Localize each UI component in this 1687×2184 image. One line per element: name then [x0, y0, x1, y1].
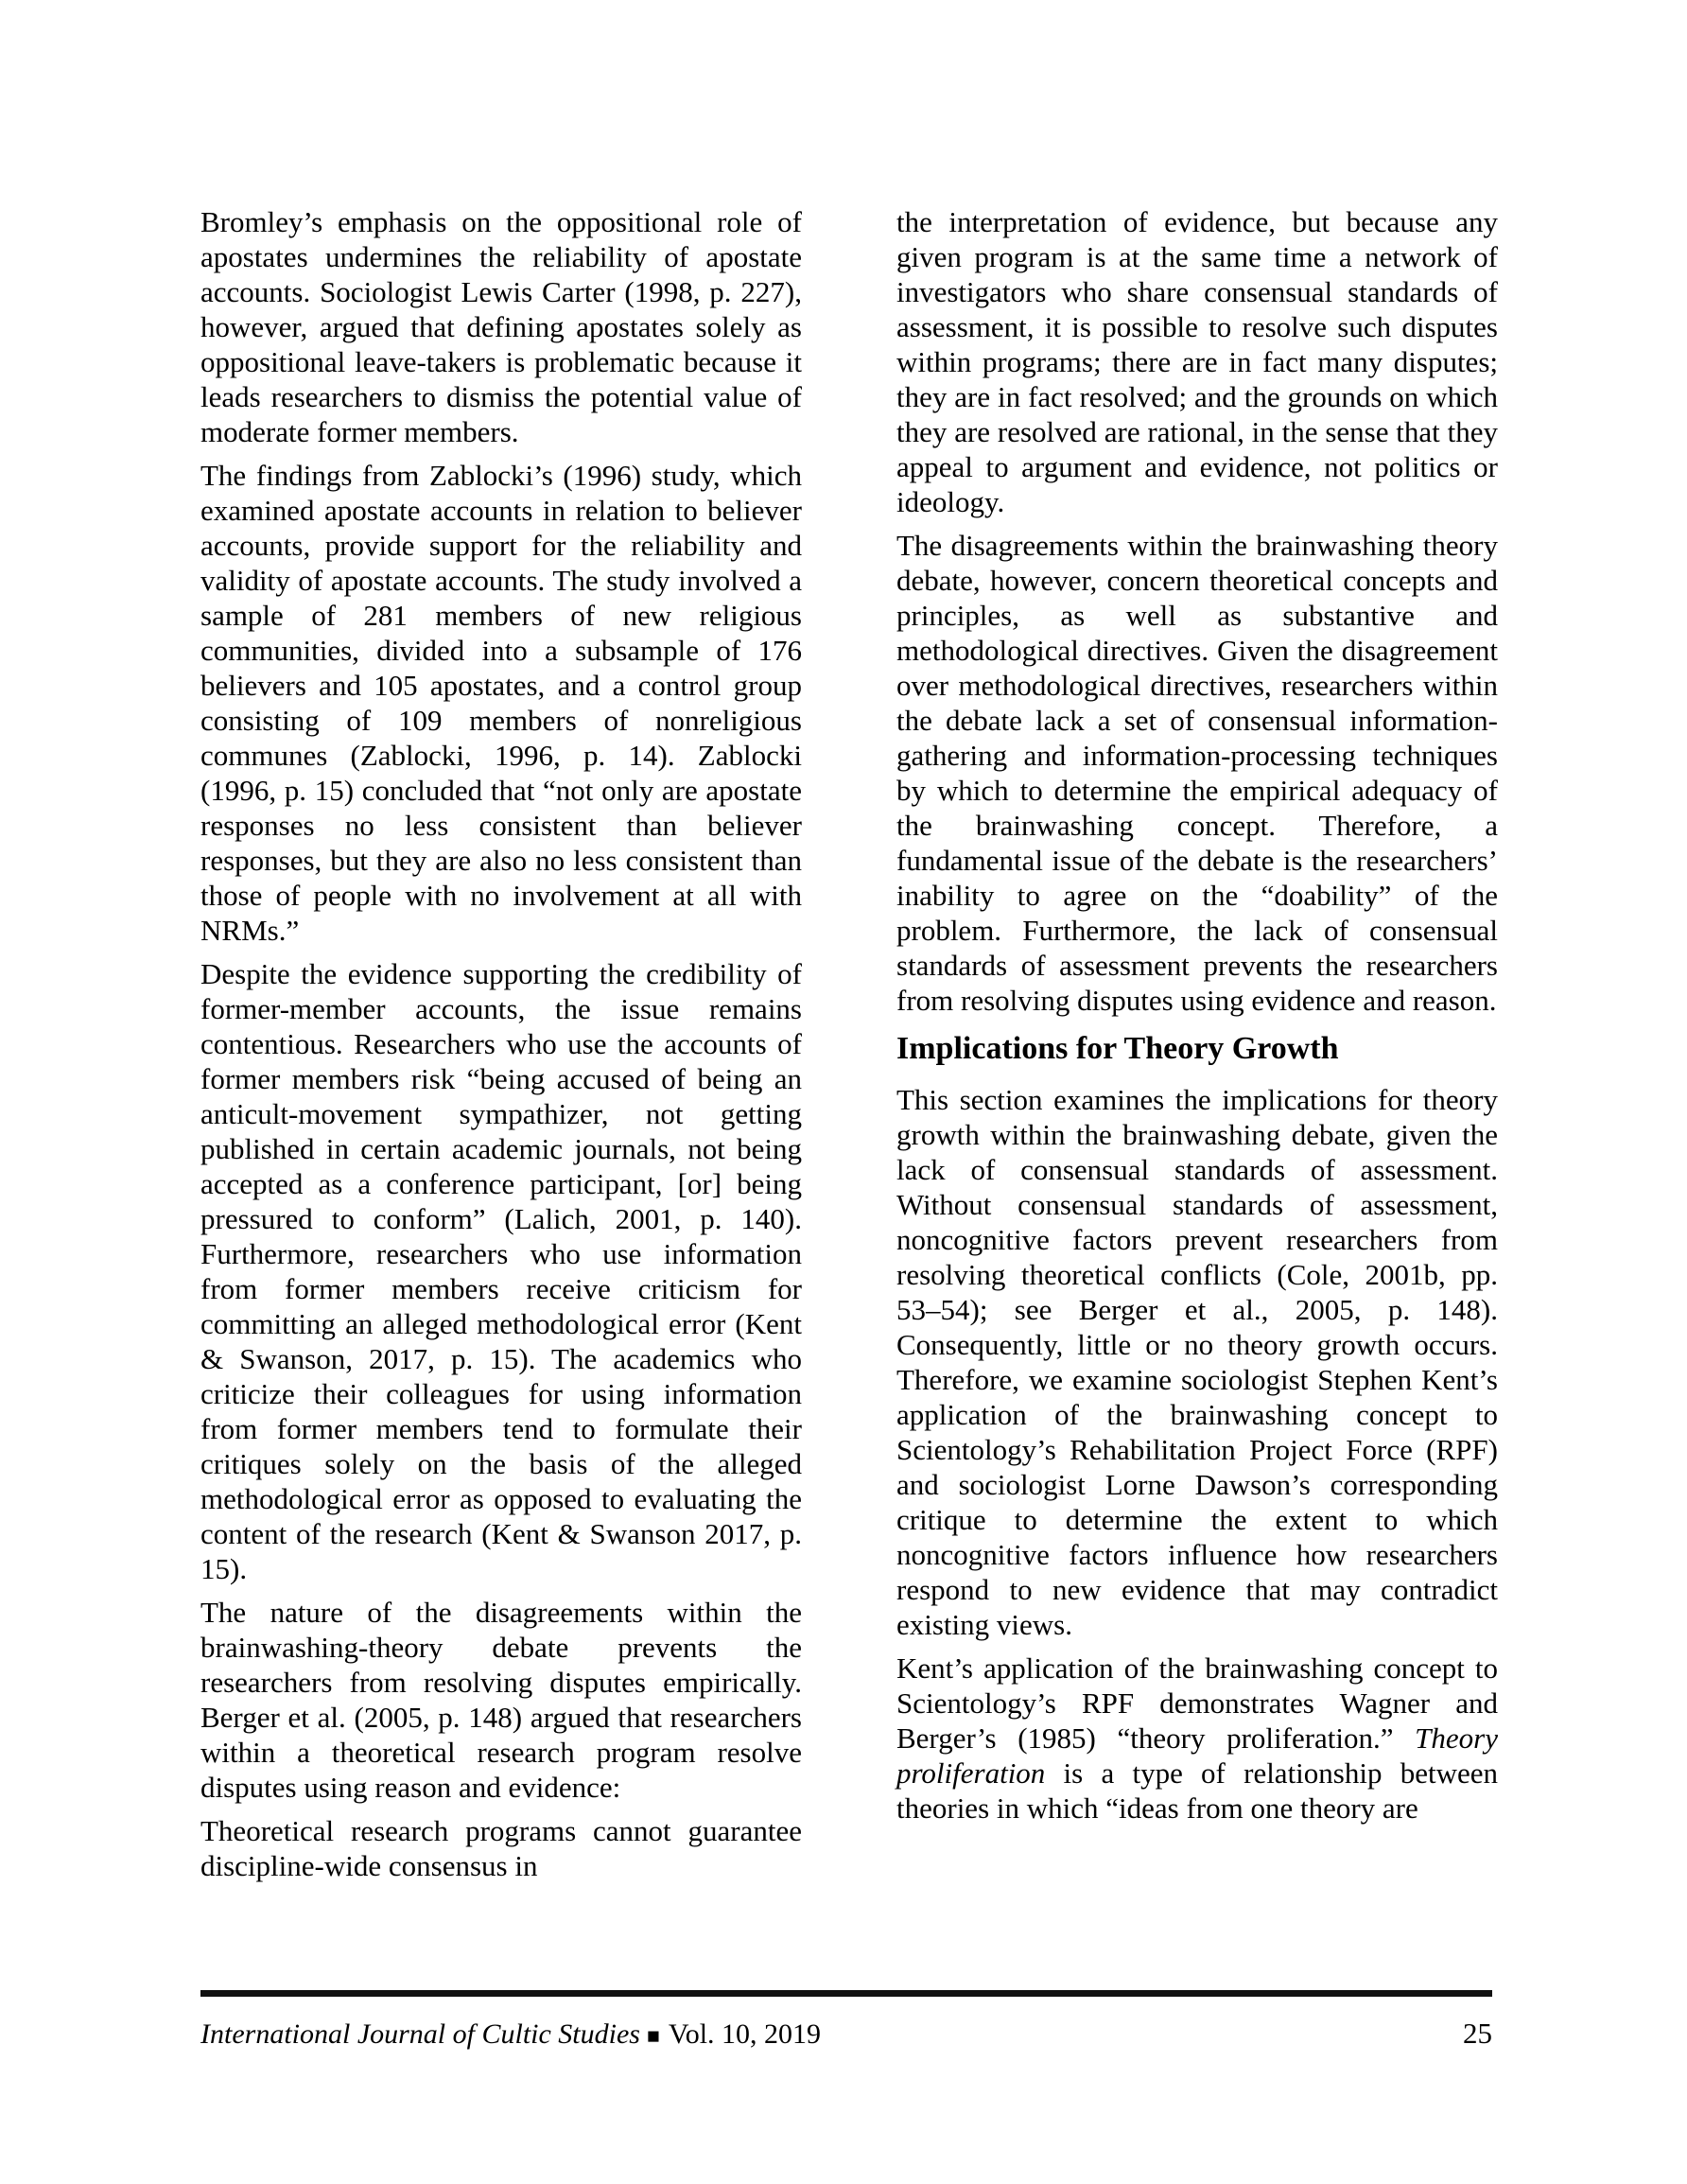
section-heading: Implications for Theory Growth — [896, 1031, 1339, 1066]
block-quote-continuation: the interpretation of evidence, but because any given program is at the same time a network of investigators who share consensual standards of assessment, it is possible to resolve such disputes within programs; there are in fact many disputes; they are in fact resolved; and the grounds on which they are resolved are rational, in the sense that they appeal to argument and evidence, not politics or ideology. — [896, 205, 1498, 518]
paragraph-disagreements: The disagreements within the brainwashing theory debate, however, concern theoretical concepts and principles, as well as substantive and methodological directives. Given the disagreement over methodological directives, researchers within the debate lack a set of consensual information-gathering and information-processing techniques by which to determine the empirical adequacy of the brainwashing concept. Therefore, a fundamental issue of the debate is the researchers’ inability to agree on the “doability” of the problem. Furthermore, the lack of consensual standards of assessment prevents the researchers from resolving disputes using evidence and reason. — [896, 529, 1498, 1017]
footer-row — [200, 2017, 1492, 2051]
right-column — [896, 204, 1498, 1892]
block-quote-start: Theoretical research programs cannot guarantee discipline-wide consensus in — [200, 1814, 802, 1882]
volume-info: Vol. 10, 2019 — [668, 2018, 822, 2050]
text-run: Kent’s application of the brainwashing concept to Scientology’s RPF demonstrates Wagner and Berger’s (1985) “theory proliferation.” — [896, 1651, 1498, 1755]
paragraph-implications: This section examines the implications for theory growth within the brainwashing debate, given the lack of consensual standards of assessment. Without consensual standards of assessment, noncognitive factors prevent researchers from resolving theoretical conflicts (Cole, 2001b, pp. 53–54); see Berger et al., 2005, p. 148). Consequently, little or no theory growth occurs. Therefore, we examine sociologist Stephen Kent’s application of the brainwashing concept to Scientology’s Rehabilitation Project Force (RPF) and sociologist Lorne Dawson’s corresponding critique to determine the extent to which noncognitive factors influence how researchers respond to new evidence that may contradict existing views. — [896, 1083, 1498, 1641]
paragraph-zablocki-findings: The findings from Zablocki’s (1996) study, which examined apostate accounts in relation to believer accounts, provide support for the reliability and validity of apostate accounts. The study involved a sample of 281 members of new religious communities, divided into a subsample of 176 believers and 105 apostates, and a control group consisting of 109 members of nonreligious communes (Zablocki, 1996, p. 14). Zablocki (1996, p. 15) concluded that “not only are apostate responses no less consistent than believer responses, but they are also no less consistent than those of people with no involvement at all with NRMs.” — [200, 459, 802, 947]
footer-rule — [200, 1990, 1492, 1997]
footer-journal-line — [200, 2018, 821, 2051]
italic-term-theory-proliferation: Theory proliferation — [896, 1721, 1498, 1790]
left-column — [200, 204, 802, 1892]
paragraph-credibility: Despite the evidence supporting the credibility of former-member accounts, the issue remains contentious. Researchers who use the accounts of former members risk “being accused of being an anticult-movement sympathizer, not getting published in certain academic journals, not being accepted as a conference participant, [or] being pressured to conform” (Lalich, 2001, p. 140). Furthermore, researchers who use information from former members receive criticism for committing an alleged methodological error (Kent & Swanson, 2017, p. 15). The academics who criticize their colleagues for using information from former members tend to formulate their critiques solely on the basis of the alleged methodological error as opposed to evaluating the content of the research (Kent & Swanson 2017, p. 15). — [200, 957, 802, 1585]
paragraph-nature-of-disagreements: The nature of the disagreements within the brainwashing-theory debate prevents the researchers from resolving disputes empirically. Berger et al. (2005, p. 148) argued that researchers within a theoretical research program resolve disputes using reason and evidence: — [200, 1596, 802, 1804]
page-footer — [200, 1990, 1492, 2051]
text-run: is a type of relationship between theories in which “ideas from one theory are — [896, 1756, 1498, 1825]
two-column-body — [200, 204, 1498, 1892]
page-number: 25 — [1463, 2017, 1492, 2050]
paragraph-theory-proliferation — [896, 1651, 1498, 1826]
journal-title: International Journal of Cultic Studies — [200, 2018, 640, 2050]
paragraph-bromley: Bromley’s emphasis on the oppositional role of apostates undermines the reliability of apostate accounts. Sociologist Lewis Carter (1998, p. 227), however, argued that defining apostates solely as oppositional leave-takers is problematic because it leads researchers to dismiss the potential value of moderate former members. — [200, 205, 802, 448]
square-separator-icon: ■ — [646, 2024, 660, 2048]
